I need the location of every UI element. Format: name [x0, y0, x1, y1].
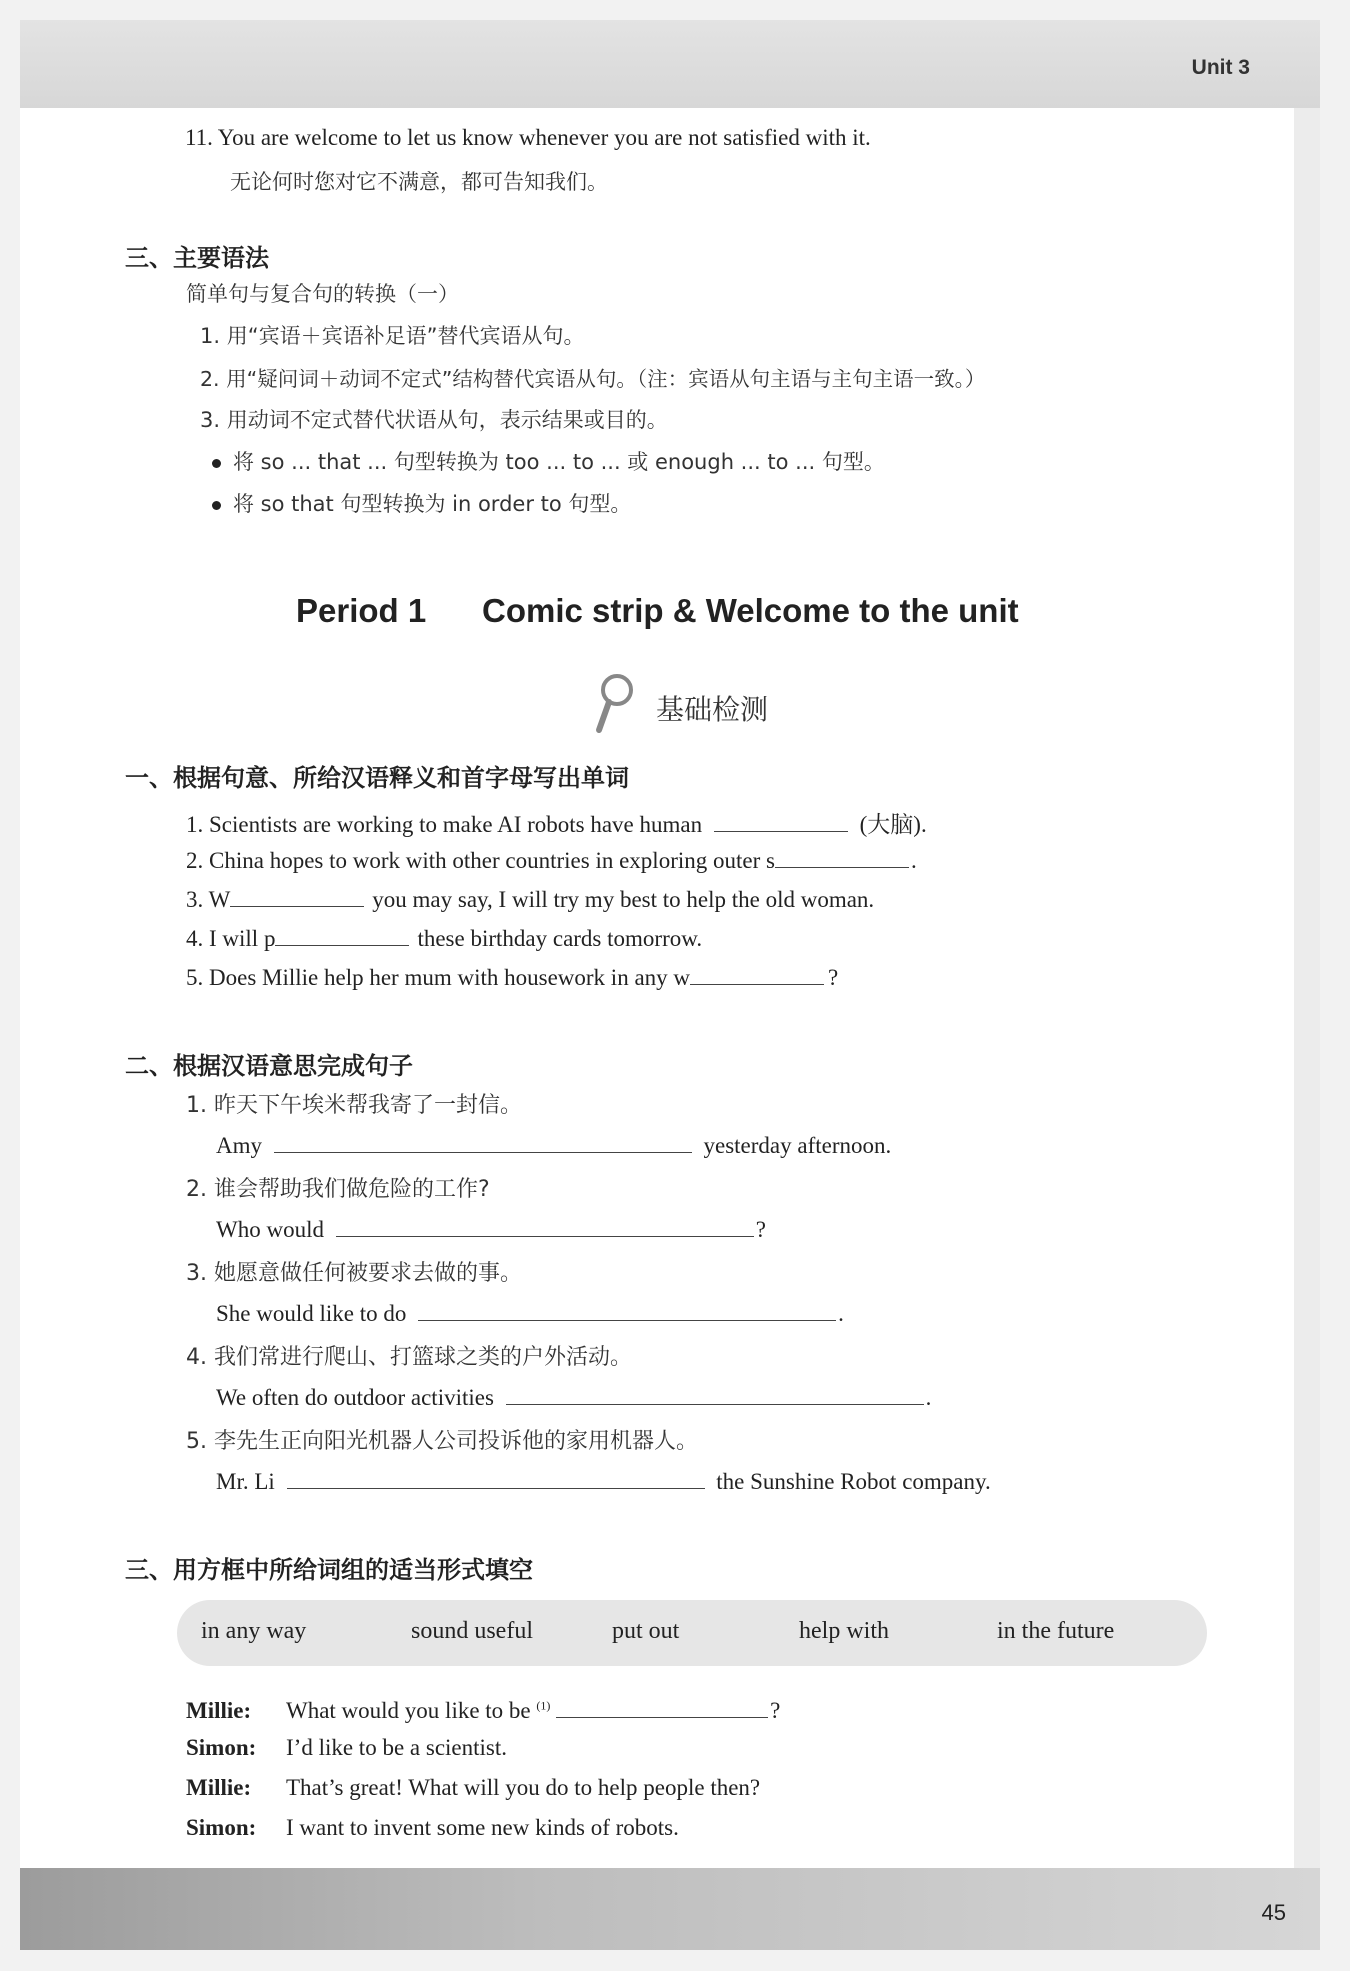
- answer-blank[interactable]: [775, 845, 909, 868]
- dialogue-text: That’s great! What will you do to help people then?: [286, 1775, 761, 1800]
- question-text: .: [838, 1301, 844, 1326]
- word-option: help with: [799, 1618, 889, 1644]
- dialogue-line: [186, 1695, 780, 1724]
- s1-question-5: [186, 962, 838, 991]
- s2-item-1-en: [216, 1130, 891, 1159]
- question-text: Mr. Li: [216, 1469, 275, 1494]
- period-number: Period 1: [296, 592, 427, 629]
- s2-item-4-en: [216, 1382, 931, 1411]
- header-band: [20, 20, 1320, 108]
- word-option: in the future: [997, 1618, 1115, 1644]
- grammar-bullet: [212, 488, 631, 518]
- word-box: [177, 1600, 1207, 1666]
- question-text: .: [925, 1385, 932, 1410]
- answer-blank[interactable]: [690, 962, 824, 985]
- bullet-icon: [212, 459, 221, 468]
- dialogue-line: [186, 1735, 507, 1761]
- question-text: We often do outdoor activities: [216, 1385, 494, 1410]
- page-number: 45: [1261, 1900, 1286, 1925]
- basic-check-label: 基础检测: [656, 693, 769, 726]
- blank-number: (1): [536, 1698, 551, 1713]
- question-text: 2. China hopes to work with other countries in exploring outer s: [186, 848, 775, 873]
- s2-item-5-en: [216, 1466, 991, 1495]
- grammar-bullet: [212, 446, 885, 476]
- grammar-bullet-text: 将 so ... that ... 句型转换为 too ... to ... 或 enough ... to ... 句型。: [233, 450, 885, 474]
- page: [20, 20, 1320, 1950]
- bullet-icon: [212, 501, 221, 510]
- question-text: She would like to do: [216, 1301, 407, 1326]
- answer-blank[interactable]: [714, 809, 848, 832]
- question-text: 3. W: [186, 887, 231, 912]
- s1-question-1: [186, 806, 927, 839]
- sentence-11-en: 11. You are welcome to let us know whenever you are not satisfied with it.: [185, 125, 871, 150]
- s2-item-4-cn: 4. 我们常进行爬山、打篮球之类的户外活动。: [186, 1345, 632, 1370]
- sentence-11-cn: 无论何时您对它不满意，都可告知我们。: [230, 170, 608, 194]
- grammar-heading: 三、主要语法: [125, 244, 269, 272]
- question-text: ?: [755, 1217, 766, 1242]
- speaker-name: Simon:: [186, 1735, 257, 1760]
- answer-blank[interactable]: [230, 884, 364, 907]
- section1-heading: 一、根据句意、所给汉语释义和首字母写出单词: [125, 764, 629, 792]
- s2-item-2-cn: 2. 谁会帮助我们做危险的工作?: [186, 1177, 490, 1202]
- s2-item-1-cn: 1. 昨天下午埃米帮我寄了一封信。: [186, 1093, 522, 1118]
- word-option: put out: [612, 1618, 680, 1644]
- question-text: .: [910, 848, 917, 873]
- question-text: the Sunshine Robot company.: [716, 1469, 991, 1494]
- question-text: Who would: [216, 1217, 324, 1242]
- grammar-item: 2. 用“疑问词＋动词不定式”结构替代宾语从句。（注：宾语从句主语与主句主语一致。）: [200, 367, 986, 391]
- grammar-bullet-text: 将 so that 句型转换为 in order to 句型。: [233, 492, 632, 516]
- answer-blank[interactable]: [274, 1130, 692, 1153]
- question-text: ?: [828, 965, 839, 990]
- answer-blank[interactable]: [556, 1695, 768, 1718]
- question-text: Amy: [216, 1133, 262, 1158]
- dialogue-text: ?: [770, 1698, 781, 1723]
- answer-blank[interactable]: [418, 1298, 836, 1321]
- answer-blank[interactable]: [336, 1214, 754, 1237]
- footer-band: [20, 1868, 1320, 1950]
- question-text: these birthday cards tomorrow.: [417, 926, 703, 951]
- speaker-name: Millie:: [186, 1775, 252, 1800]
- question-text: 1. Scientists are working to make AI robots have human: [186, 812, 703, 837]
- dialogue-text: I’d like to be a scientist.: [286, 1735, 507, 1760]
- word-option: sound useful: [411, 1618, 533, 1644]
- dialogue-text: What would you like to be: [286, 1698, 531, 1723]
- s2-item-2-en: [216, 1214, 766, 1243]
- question-text: 5. Does Millie help her mum with housework in any w: [186, 965, 691, 990]
- s2-item-3-cn: 3. 她愿意做任何被要求去做的事。: [186, 1261, 522, 1286]
- question-text: you may say, I will try my best to help the old woman.: [372, 887, 875, 912]
- dialogue-line: [186, 1775, 760, 1801]
- s1-question-3: [186, 884, 874, 913]
- grammar-subtitle: 简单句与复合句的转换（一）: [186, 282, 459, 306]
- unit-label: Unit 3: [1191, 56, 1250, 79]
- answer-blank[interactable]: [275, 923, 409, 946]
- s2-item-5-cn: 5. 李先生正向阳光机器人公司投诉他的家用机器人。: [186, 1429, 698, 1454]
- question-text: (大脑).: [859, 812, 927, 837]
- word-option: in any way: [201, 1618, 307, 1644]
- section2-heading: 二、根据汉语意思完成句子: [125, 1052, 413, 1080]
- question-text: yesterday afternoon.: [703, 1133, 892, 1158]
- grammar-item: 3. 用动词不定式替代状语从句，表示结果或目的。: [200, 408, 668, 432]
- answer-blank[interactable]: [287, 1466, 705, 1489]
- grammar-item: 1. 用“宾语＋宾语补足语”替代宾语从句。: [200, 324, 585, 348]
- question-text: 4. I will p: [186, 926, 276, 951]
- answer-blank[interactable]: [506, 1382, 924, 1405]
- dialogue-line: [186, 1815, 679, 1841]
- section3-heading: 三、用方框中所给词组的适当形式填空: [125, 1556, 533, 1584]
- speaker-name: Millie:: [186, 1698, 252, 1723]
- magnifier-icon: [595, 672, 637, 734]
- dialogue-text: I want to invent some new kinds of robots.: [286, 1815, 679, 1840]
- s1-question-4: [186, 923, 702, 952]
- speaker-name: Simon:: [186, 1815, 257, 1840]
- s1-question-2: [186, 845, 917, 874]
- s2-item-3-en: [216, 1298, 844, 1327]
- period-title: Comic strip & Welcome to the unit: [482, 592, 1019, 629]
- page-edge: [1294, 108, 1320, 1868]
